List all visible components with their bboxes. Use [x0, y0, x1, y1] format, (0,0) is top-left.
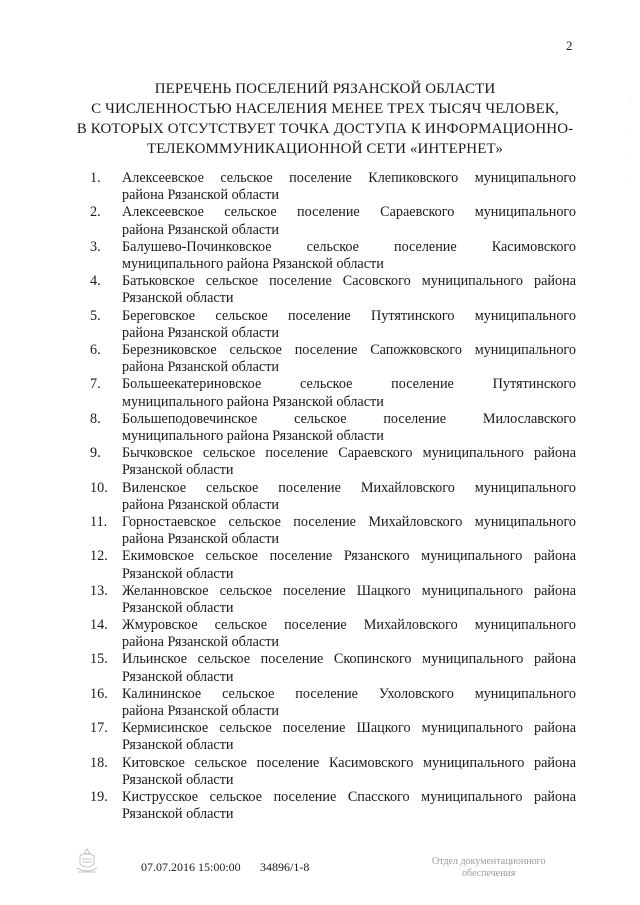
emblem-seal-icon	[72, 846, 102, 878]
list-item-number: 8.	[90, 410, 101, 427]
list-item-line2: района Рязанской области	[122, 359, 280, 376]
list-item	[90, 651, 576, 685]
list-item-line1: Береговское сельское поселение Путятинского муниципального	[122, 307, 576, 324]
stamp-line: обеспечения	[462, 868, 516, 879]
list-item-line1: Большеподовечинское сельское поселение Милославского	[122, 410, 576, 427]
list-item-line2: муниципального района Рязанской области	[122, 427, 384, 444]
document-title	[40, 79, 610, 159]
footer-datetime: 07.07.2016 15:00:00	[141, 860, 241, 874]
list-item-line1: Горностаевское сельское поселение Михайловского муниципального	[122, 513, 576, 530]
list-item-line1: Жмуровское сельское поселение Михайловского муниципального	[122, 617, 576, 634]
list-item	[90, 308, 576, 342]
list-item-line1: Виленское сельское поселение Михайловского муниципального	[122, 479, 576, 496]
margin-mark: · · · ·	[630, 100, 632, 184]
list-item-line2: района Рязанской области	[122, 703, 280, 720]
list-item-line1: Алексеевское сельское поселение Клепиковского муниципального	[122, 170, 576, 186]
list-item-number: 17.	[90, 720, 108, 737]
list-item	[90, 548, 576, 582]
list-item-line2: района Рязанской области	[122, 531, 280, 548]
list-item-line1: Большеекатериновское сельское поселение Путятинского	[122, 376, 576, 393]
list-item-line1: Батьковское сельское поселение Сасовского муниципального района	[122, 273, 576, 290]
footer	[0, 856, 640, 886]
list-item	[90, 411, 576, 445]
list-item-line2: района Рязанской области	[122, 221, 280, 238]
list-item-number: 19.	[90, 789, 108, 806]
list-item-number: 9.	[90, 445, 101, 462]
settlement-list	[90, 170, 576, 823]
list-item-number: 7.	[90, 376, 101, 393]
list-item-line1: Китовское сельское поселение Касимовского муниципального района	[122, 754, 576, 771]
list-item-number: 5.	[90, 307, 101, 324]
list-item-line1: Калининское сельское поселение Ухоловского муниципального	[122, 685, 576, 702]
list-item-number: 16.	[90, 685, 108, 702]
list-item	[90, 342, 576, 376]
list-item-line2: Рязанской области	[122, 462, 234, 479]
list-item-number: 18.	[90, 754, 108, 771]
list-item-line2: района Рязанской области	[122, 496, 280, 513]
list-item	[90, 239, 576, 273]
list-item-line2: района Рязанской области	[122, 634, 280, 651]
list-item-line1: Екимовское сельское поселение Рязанского муниципального района	[122, 548, 576, 565]
list-item-line2: Рязанской области	[122, 771, 234, 788]
list-item	[90, 755, 576, 789]
list-item-number: 13.	[90, 582, 108, 599]
list-item	[90, 514, 576, 548]
list-item-line2: муниципального района Рязанской области	[122, 255, 384, 272]
list-item-number: 6.	[90, 341, 101, 358]
page-number: 2	[566, 38, 573, 53]
list-item	[90, 789, 576, 823]
list-item	[90, 204, 576, 238]
list-item-line2: района Рязанской области	[122, 324, 280, 341]
footer-doc-number: 34896/1-8	[260, 860, 310, 874]
list-item-line1: Киструсское сельское поселение Спасского муниципального района	[122, 789, 576, 806]
list-item-line1: Желанновское сельское поселение Шацкого муниципального района	[122, 582, 576, 599]
list-item-number: 3.	[90, 238, 101, 255]
list-item	[90, 583, 576, 617]
list-item-line1: Березниковское сельское поселение Сапожковского муниципального	[122, 341, 576, 358]
list-item-line2: Рязанской области	[122, 737, 234, 754]
list-item-number: 15.	[90, 651, 108, 668]
list-item	[90, 445, 576, 479]
list-item	[90, 376, 576, 410]
list-item-number: 10.	[90, 479, 108, 496]
list-item-line2: муниципального района Рязанской области	[122, 393, 384, 410]
list-item-line1: Кермисинское сельское поселение Шацкого муниципального района	[122, 720, 576, 737]
list-item	[90, 273, 576, 307]
list-item-line2: Рязанской области	[122, 806, 234, 823]
list-item	[90, 480, 576, 514]
title-line: ПЕРЕЧЕНЬ ПОСЕЛЕНИЙ РЯЗАНСКОЙ ОБЛАСТИ	[154, 81, 496, 97]
list-item-line1: Алексеевское сельское поселение Сараевского муниципального	[122, 204, 576, 221]
list-item	[90, 720, 576, 754]
list-item-line2: Рязанской области	[122, 290, 234, 307]
list-item-line2: Рязанской области	[122, 599, 234, 616]
title-line: С ЧИСЛЕННОСТЬЮ НАСЕЛЕНИЯ МЕНЕЕ ТРЕХ ТЫСЯЧ ЧЕЛОВЕК,	[91, 101, 559, 117]
list-item-number: 12.	[90, 548, 108, 565]
title-line: ТЕЛЕКОММУНИКАЦИОННОЙ СЕТИ «ИНТЕРНЕТ»	[147, 141, 503, 157]
list-item	[90, 686, 576, 720]
list-item-line2: района Рязанской области	[122, 187, 280, 204]
list-item-number: 14.	[90, 617, 108, 634]
list-item-line1: Ильинское сельское поселение Скопинского муниципального района	[122, 651, 576, 668]
stamp-line: Отдел документационного	[432, 856, 546, 867]
stamp	[432, 856, 582, 880]
list-item-number: 4.	[90, 273, 101, 290]
list-item-number: 2.	[90, 204, 101, 221]
list-item-line1: Балушево-Починковское сельское поселение Касимовского	[122, 238, 576, 255]
list-item-line2: Рязанской области	[122, 668, 234, 685]
list-item-number: 1.	[90, 170, 101, 186]
list-item-number: 11.	[90, 513, 108, 530]
list-item-line1: Бычковское сельское поселение Сараевского муниципального района	[122, 445, 576, 462]
title-line: В КОТОРЫХ ОТСУТСТВУЕТ ТОЧКА ДОСТУПА К ИНФОРМАЦИОННО-	[76, 121, 574, 137]
list-item	[90, 617, 576, 651]
list-item-line2: Рязанской области	[122, 565, 234, 582]
list-item	[90, 170, 576, 204]
